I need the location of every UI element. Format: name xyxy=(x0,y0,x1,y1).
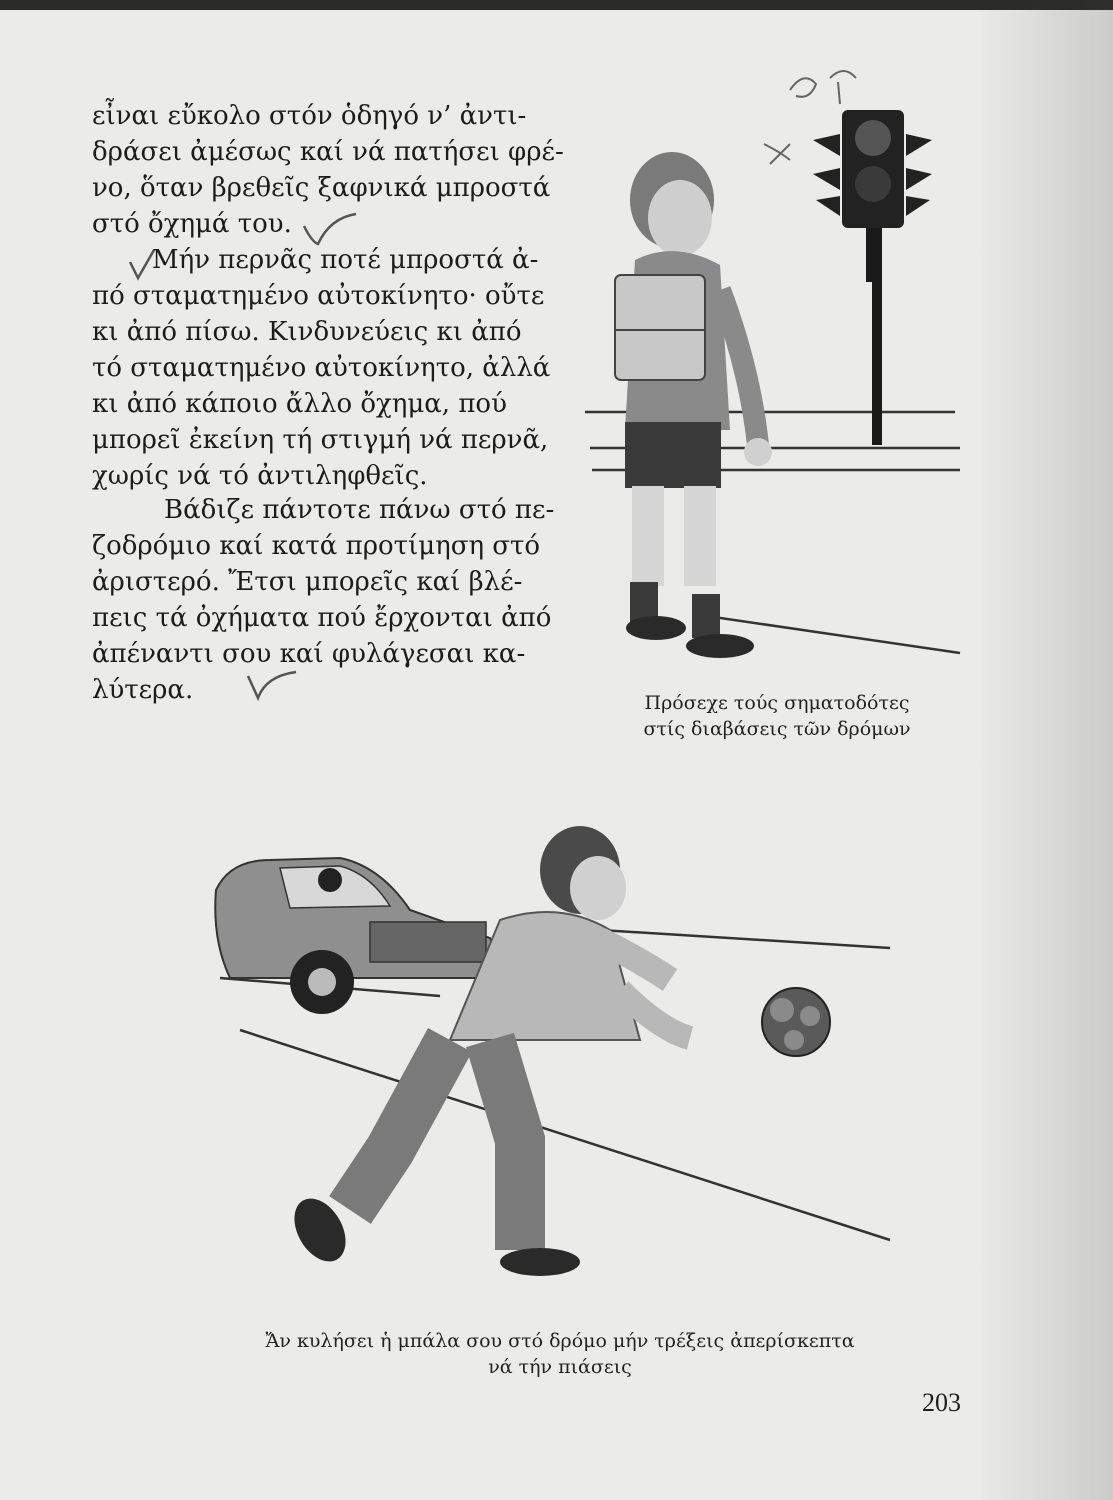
handwritten-check-mark-icon xyxy=(128,248,168,284)
text-line: Μήν περνᾶς ποτέ μπροστά ἀ- xyxy=(152,245,539,275)
text-line: πό σταματημένο αὐτοκίνητο· οὔτε xyxy=(92,281,545,311)
text-line: Βάδιζε πάντοτε πάνω στό πε- xyxy=(164,495,555,525)
figure-1-caption xyxy=(622,690,932,742)
text-line: λύτερα. xyxy=(92,675,194,705)
figure-2-caption xyxy=(220,1328,900,1380)
text-line: δράσει ἀμέσως καί νά πατήσει φρέ- xyxy=(92,137,564,167)
caption-line: Ἄν κυλήσει ἡ μπάλα σου στό δρόμο μήν τρέξεις ἀπερίσκεπτα xyxy=(265,1330,855,1352)
text-line: κι ἀπό πίσω. Κινδυνεύεις κι ἀπό xyxy=(92,317,522,347)
text-line: στό ὄχημά του. xyxy=(92,209,292,239)
text-line: μπορεῖ ἐκείνη τή στιγμή νά περνᾶ, xyxy=(92,425,549,455)
text-line: ἀριστερό. Ἔτσι μπορεῖς καί βλέ- xyxy=(92,567,523,597)
paragraph-3 xyxy=(92,492,554,708)
caption-line: Πρόσεχε τούς σηματοδότες xyxy=(644,692,910,714)
page-number: 203 xyxy=(922,1388,961,1417)
handwritten-check-mark-icon xyxy=(244,666,304,706)
text-line: νο, ὅταν βρεθεῖς ξαφνικά μπροστά xyxy=(92,173,551,203)
text-line: ζοδρόμιο καί κατά προτίμηση στό xyxy=(92,531,541,561)
traffic-light-illustration xyxy=(580,100,980,680)
text-line: χωρίς νά τό ἀντιληφθεῖς. xyxy=(92,461,428,491)
text-line: εἶναι εὔκολο στόν ὁδηγό ν’ ἀντι- xyxy=(92,101,527,131)
text-line: τό σταματημένο αὐτοκίνητο, ἀλλά xyxy=(92,353,551,383)
page-gutter-shadow xyxy=(973,0,1113,1500)
ball-and-car-illustration xyxy=(200,810,920,1290)
caption-line: στίς διαβάσεις τῶν δρόμων xyxy=(643,718,911,740)
text-line: πεις τά ὀχήματα πού ἔρχονται ἀπό xyxy=(92,603,552,633)
scan-edge-shadow xyxy=(0,0,1113,10)
caption-line: νά τήν πιάσεις xyxy=(488,1356,632,1378)
handwritten-check-mark-icon xyxy=(300,208,360,248)
text-line: κι ἀπό κάποιο ἄλλο ὄχημα, πού xyxy=(92,389,507,419)
text-line: ἀπέναντι σου καί φυλάγεσαι κα- xyxy=(92,639,526,669)
